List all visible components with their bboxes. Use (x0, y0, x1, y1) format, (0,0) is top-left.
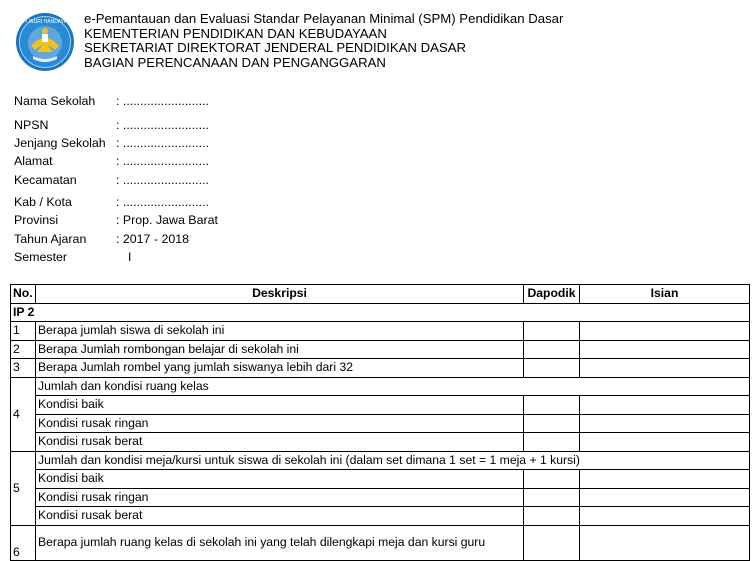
info-label-provinsi: Provinsi (14, 213, 59, 227)
dapodik-cell (524, 470, 580, 489)
table-row (11, 322, 750, 341)
table-row (11, 433, 750, 452)
header-isian: Isian (580, 285, 750, 304)
row-description: Berapa jumlah ruang kelas di sekolah ini yang telah dilengkapi meja dan kursi guru (36, 525, 524, 560)
info-label-alamat: Alamat (14, 154, 53, 168)
row-description: Kondisi baik (36, 470, 524, 489)
isian-cell[interactable] (580, 322, 750, 341)
isian-cell[interactable] (580, 470, 750, 489)
kemendikbud-logo (15, 12, 75, 72)
row-description: Kondisi rusak ringan (36, 414, 524, 433)
dapodik-cell (524, 396, 580, 415)
info-label-semester: Semester (14, 250, 68, 264)
table-header-row (11, 285, 750, 304)
row-description: Kondisi baik (36, 396, 524, 415)
row-description: Berapa Jumlah rombongan belajar di sekolah ini (36, 340, 524, 359)
isian-cell[interactable] (580, 433, 750, 452)
header-line-3: SEKRETARIAT DIREKTORAT JENDERAL PENDIDIKAN DASAR (84, 40, 467, 55)
info-label-kecamatan: Kecamatan (14, 173, 77, 187)
questionnaire-table (10, 284, 750, 561)
info-value-jenjang: : ......................... (116, 136, 209, 150)
isian-cell[interactable] (580, 414, 750, 433)
table-row (11, 451, 750, 470)
row-description: Berapa jumlah siswa di sekolah ini (36, 322, 524, 341)
table-row (11, 525, 750, 560)
document-header (84, 12, 563, 70)
dapodik-cell (524, 359, 580, 378)
row-number: 1 (11, 322, 36, 341)
header-line-4: BAGIAN PERENCANAAN DAN PENGANGGARAN (84, 54, 386, 70)
section-row (11, 303, 750, 322)
dapodik-cell (524, 488, 580, 507)
isian-cell[interactable] (580, 359, 750, 378)
row-number: 4 (11, 377, 36, 451)
table-row (11, 377, 750, 396)
info-label-jenjang: Jenjang Sekolah (14, 136, 106, 150)
header-line-1: e-Pemantauan dan Evaluasi Standar Pelayanan Minimal (SPM) Pendidikan Dasar (84, 11, 564, 26)
table-row (11, 507, 750, 526)
info-value-npsn: : ......................... (116, 118, 209, 132)
info-value-semester: I (128, 250, 132, 264)
table-row (11, 396, 750, 415)
table-row (11, 470, 750, 489)
row-description: Kondisi rusak ringan (36, 488, 524, 507)
dapodik-cell (524, 525, 580, 560)
row-number: 2 (11, 340, 36, 359)
header-dapodik: Dapodik (524, 285, 580, 304)
info-value-kecamatan: : ......................... (116, 173, 209, 187)
dapodik-cell (524, 414, 580, 433)
info-value-provinsi: : Prop. Jawa Barat (116, 213, 218, 227)
header-line-2: KEMENTERIAN PENDIDIKAN DAN KEBUDAYAAN (84, 25, 387, 41)
table-row (11, 340, 750, 359)
isian-cell[interactable] (580, 340, 750, 359)
section-label: IP 2 (11, 303, 750, 322)
row-number: 6 (11, 525, 36, 560)
table-row (11, 359, 750, 378)
dapodik-cell (524, 322, 580, 341)
info-label-nama-sekolah: Nama Sekolah (14, 94, 96, 108)
row-description: Kondisi rusak berat (36, 507, 524, 526)
isian-cell[interactable] (580, 525, 750, 560)
isian-cell[interactable] (580, 396, 750, 415)
isian-cell[interactable] (580, 488, 750, 507)
row-group-title: Jumlah dan kondisi ruang kelas (36, 377, 750, 396)
info-value-alamat: : ......................... (116, 154, 209, 168)
svg-text:TUT WURI HANDAYANI: TUT WURI HANDAYANI (17, 19, 73, 25)
dapodik-cell (524, 340, 580, 359)
info-value-tahun-ajaran: : 2017 - 2018 (116, 232, 190, 246)
dapodik-cell (524, 433, 580, 452)
row-description: Kondisi rusak berat (36, 433, 524, 452)
info-value-kab-kota: : ......................... (116, 195, 209, 209)
table-row (11, 488, 750, 507)
header-no: No. (11, 285, 36, 304)
row-description: Berapa Jumlah rombel yang jumlah siswanya lebih dari 32 (36, 359, 524, 378)
info-label-npsn: NPSN (14, 118, 49, 132)
info-label-kab-kota: Kab / Kota (14, 195, 72, 209)
row-number: 3 (11, 359, 36, 378)
dapodik-cell (524, 507, 580, 526)
header-deskripsi: Deskripsi (36, 285, 524, 304)
row-group-title: Jumlah dan kondisi meja/kursi untuk siswa di sekolah ini (dalam set dimana 1 set = 1 meja + 1 kursi) (36, 451, 750, 470)
table-row (11, 414, 750, 433)
row-number: 5 (11, 451, 36, 525)
info-value-nama-sekolah: : ......................... (116, 94, 209, 108)
info-label-tahun-ajaran: Tahun Ajaran (14, 232, 87, 246)
isian-cell[interactable] (580, 507, 750, 526)
